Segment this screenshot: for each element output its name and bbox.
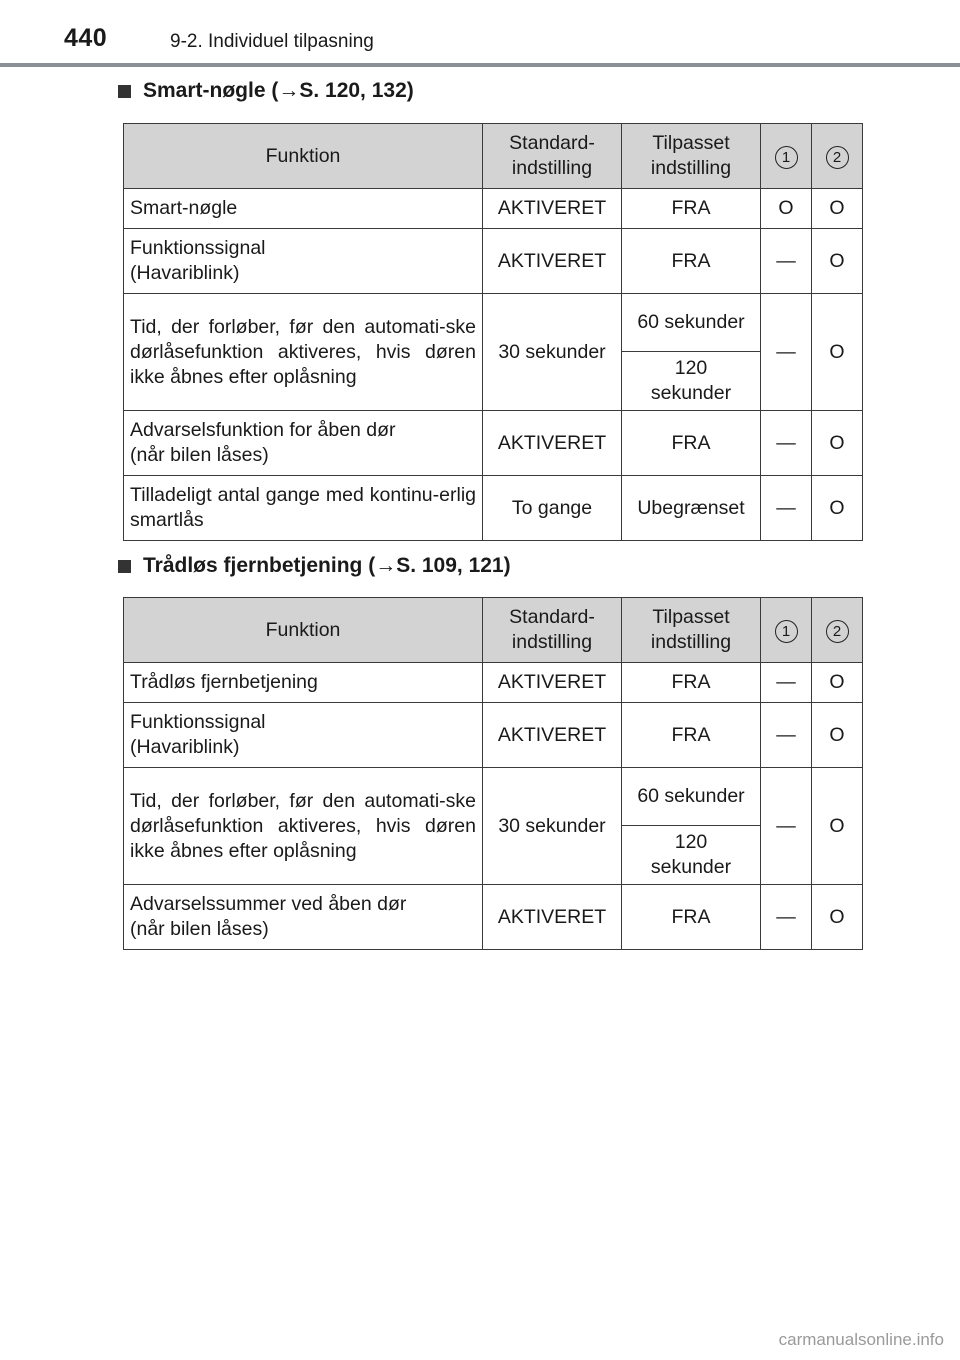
circle-2-icon: 2 (826, 146, 849, 169)
cell-default: To gange (483, 476, 622, 541)
header-rule (0, 63, 960, 67)
cell-c2: O (812, 768, 863, 885)
cell-default: 30 sekunder (483, 294, 622, 411)
table-header-row (124, 598, 863, 663)
header-circle-1 (761, 598, 812, 663)
cell-c1: O (761, 189, 812, 229)
table-row (124, 294, 863, 352)
cell-custom: FRA (622, 703, 761, 768)
cell-c2: O (812, 476, 863, 541)
cell-custom-option-2: 120 sekunder (622, 352, 761, 411)
header-circle-2 (812, 598, 863, 663)
table-row (124, 476, 863, 541)
cell-c1: — (761, 229, 812, 294)
table-row (124, 703, 863, 768)
cell-default: AKTIVERET (483, 229, 622, 294)
circle-1-icon: 1 (775, 146, 798, 169)
cell-function: Tid, der forløber, før den automati-ske dørlåsefunktion aktiveres, hvis døren ikke åbnes efter oplåsning (124, 294, 483, 411)
cell-custom: FRA (622, 229, 761, 294)
cell-default: AKTIVERET (483, 411, 622, 476)
header-function: Funktion (124, 598, 483, 663)
cell-c2: O (812, 411, 863, 476)
cell-function: Trådløs fjernbetjening (124, 663, 483, 703)
header-custom-setting: Tilpasset indstilling (622, 598, 761, 663)
cell-function: Tid, der forløber, før den automati-ske dørlåsefunktion aktiveres, hvis døren ikke åbnes efter oplåsning (124, 768, 483, 885)
page-number: 440 (64, 24, 108, 52)
remote-settings-table (123, 597, 863, 950)
table-row (124, 411, 863, 476)
cell-custom-option-1: 60 sekunder (622, 294, 761, 352)
watermark: carmanualsonline.info (778, 1330, 944, 1349)
header-circle-2 (812, 124, 863, 189)
header-default-setting: Standard- indstilling (483, 598, 622, 663)
cell-function: Advarselssummer ved åben dør (når bilen låses) (124, 885, 483, 950)
header-function: Funktion (124, 124, 483, 189)
cell-custom: FRA (622, 663, 761, 703)
cell-c2: O (812, 189, 863, 229)
cell-default: AKTIVERET (483, 663, 622, 703)
cell-c2: O (812, 294, 863, 411)
table-row (124, 885, 863, 950)
cell-c1: — (761, 885, 812, 950)
page-header (0, 0, 960, 66)
cell-default: AKTIVERET (483, 885, 622, 950)
cell-c1: — (761, 703, 812, 768)
cell-default: AKTIVERET (483, 189, 622, 229)
cell-custom-option-1: 60 sekunder (622, 768, 761, 826)
cell-c1: — (761, 294, 812, 411)
cell-function: Smart-nøgle (124, 189, 483, 229)
table-row (124, 768, 863, 826)
cell-c2: O (812, 885, 863, 950)
section-heading-smart-key (118, 79, 414, 103)
cell-c1: — (761, 768, 812, 885)
cell-c1: — (761, 663, 812, 703)
table-row (124, 189, 863, 229)
header-default-setting: Standard- indstilling (483, 124, 622, 189)
cell-custom: FRA (622, 411, 761, 476)
cell-default: 30 sekunder (483, 768, 622, 885)
cell-c1: — (761, 411, 812, 476)
smart-key-settings-table (123, 123, 863, 541)
section-heading-text: Smart-nøgle (→S. 120, 132) (143, 79, 414, 102)
cell-c2: O (812, 703, 863, 768)
cell-c2: O (812, 663, 863, 703)
cell-custom-option-2: 120 sekunder (622, 826, 761, 885)
cell-function: Funktionssignal (Havariblink) (124, 229, 483, 294)
cell-function: Advarselsfunktion for åben dør (når bilen låses) (124, 411, 483, 476)
cell-custom: FRA (622, 189, 761, 229)
section-heading-remote (118, 554, 511, 578)
circle-2-icon: 2 (826, 620, 849, 643)
table-row (124, 229, 863, 294)
table-row (124, 663, 863, 703)
cell-custom: FRA (622, 885, 761, 950)
cell-c1: — (761, 476, 812, 541)
cell-default: AKTIVERET (483, 703, 622, 768)
square-bullet-icon (118, 85, 131, 98)
section-heading-text: Trådløs fjernbetjening (→S. 109, 121) (143, 554, 511, 577)
square-bullet-icon (118, 560, 131, 573)
chapter-title: 9-2. Individuel tilpasning (170, 31, 374, 52)
table-header-row (124, 124, 863, 189)
header-circle-1 (761, 124, 812, 189)
circle-1-icon: 1 (775, 620, 798, 643)
cell-function: Tilladeligt antal gange med kontinu-erlig smartlås (124, 476, 483, 541)
cell-function: Funktionssignal (Havariblink) (124, 703, 483, 768)
cell-c2: O (812, 229, 863, 294)
cell-custom: Ubegrænset (622, 476, 761, 541)
header-custom-setting: Tilpasset indstilling (622, 124, 761, 189)
